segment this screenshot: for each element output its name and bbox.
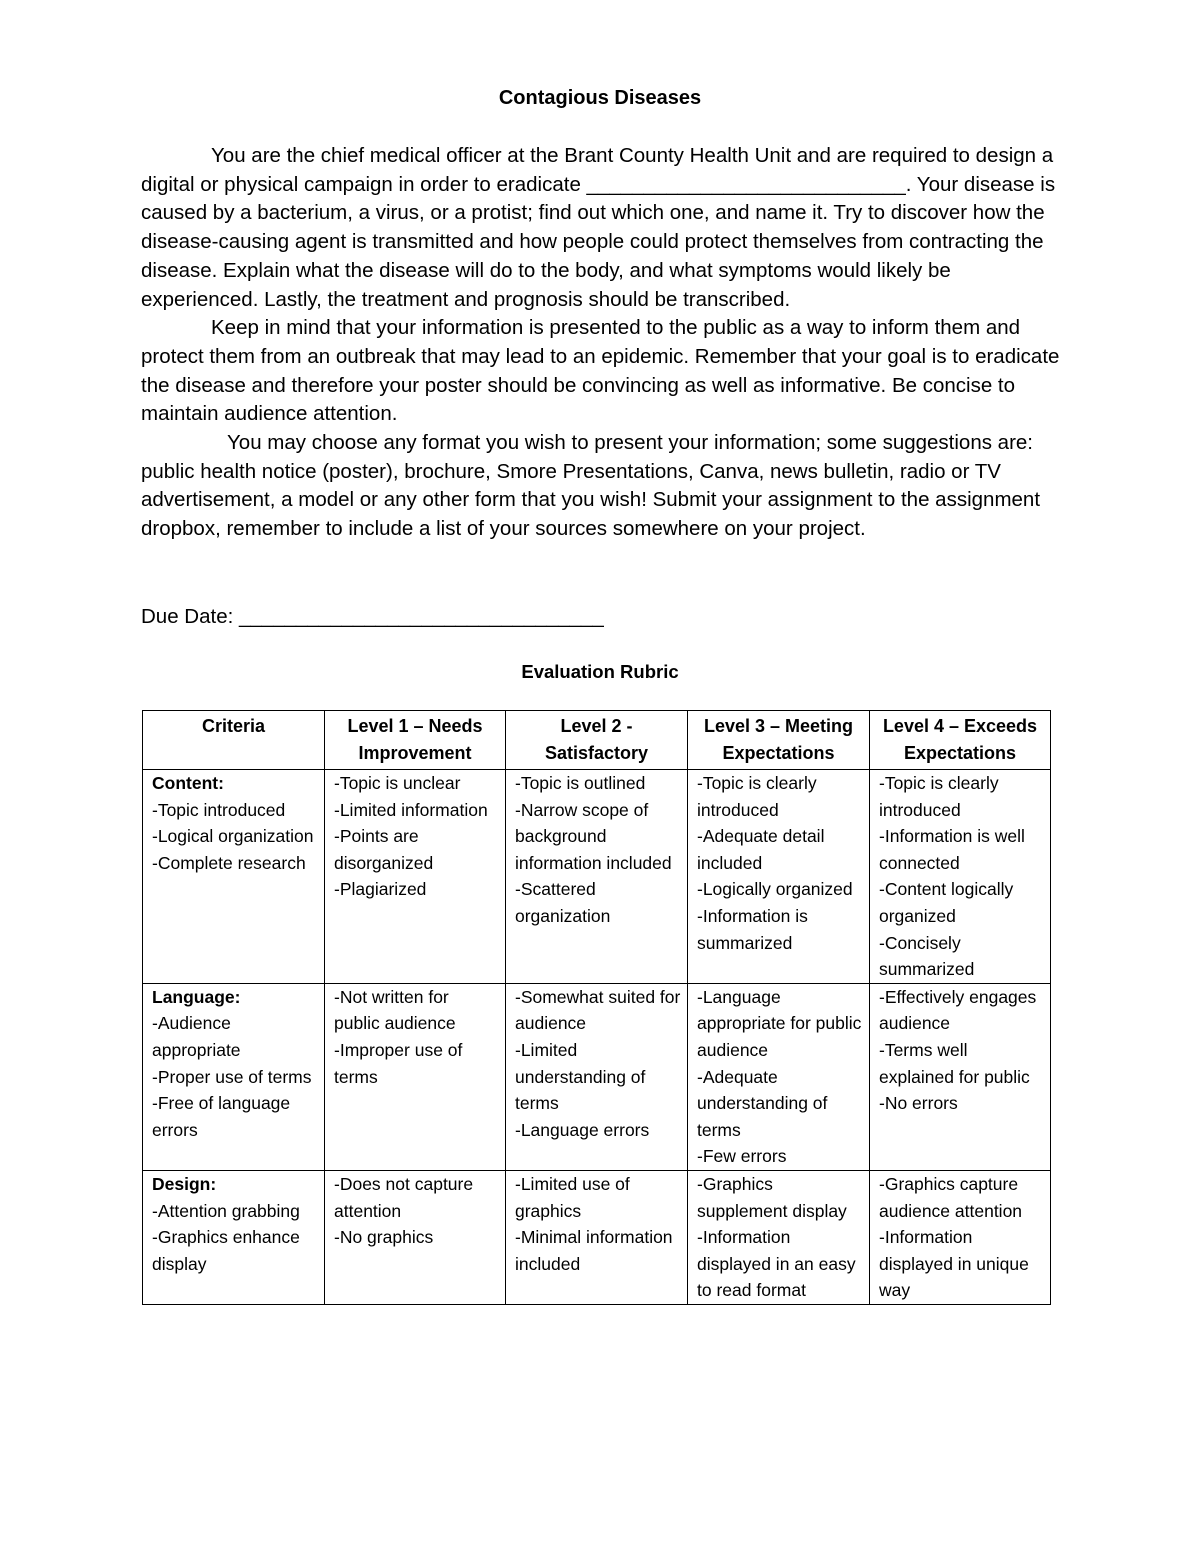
level-item: -Graphics supplement display	[697, 1173, 847, 1221]
level-item: -Content logically organized	[879, 879, 1014, 926]
level-item: -Terms well explained for public	[879, 1039, 1030, 1087]
level-2-cell	[506, 1170, 688, 1304]
rubric-header-criteria: Criteria	[143, 711, 325, 770]
page-title: Contagious Diseases	[498, 87, 702, 109]
criterion-item: -Logical organization	[152, 826, 314, 847]
level-1-cell	[325, 770, 506, 984]
level-2-cell	[506, 770, 688, 984]
level-3-cell	[688, 983, 870, 1170]
instructions-paragraph-3: You may choose any format you wish to present your information; some suggestions are: public health notice (poster), brochure, Smore Presentations, Canva, news bulletin, radio or TV advertisement, a model or any other form that you wish! Submit your assignment to the assignment dropbox, remember to include a list of your sources somewhere on your project.	[141, 431, 1041, 541]
level-item: -Adequate understanding of terms	[697, 1066, 828, 1140]
rubric-header-level-4: Level 4 – Exceeds Expectations	[870, 711, 1051, 770]
level-4-cell	[870, 770, 1051, 984]
level-item: -Points are disorganized	[334, 826, 434, 873]
rubric-row-language	[143, 983, 1051, 1170]
rubric-header-level-3: Level 3 – Meeting Expectations	[688, 711, 870, 770]
criterion-cell	[143, 1170, 325, 1304]
criterion-item: -Audience appropriate	[152, 1013, 241, 1060]
level-item: -Information is summarized	[697, 905, 808, 953]
level-item: -Limited use of graphics	[515, 1173, 630, 1221]
level-item: -Information displayed in an easy to read format	[697, 1227, 856, 1301]
level-item: -Scattered organization	[515, 879, 611, 926]
due-date: Due Date: ________________________________	[141, 605, 604, 628]
level-item: -Improper use of terms	[334, 1039, 463, 1087]
instructions	[141, 142, 1063, 544]
rubric-header-level-1: Level 1 – Needs Improvement	[325, 711, 506, 770]
level-item: -Plagiarized	[334, 879, 427, 900]
level-item: -Language appropriate for public audience	[697, 986, 862, 1060]
criterion-title: Content:	[152, 773, 224, 793]
level-item: -No errors	[879, 1093, 958, 1114]
criterion-item: -Attention grabbing	[152, 1200, 300, 1221]
rubric-row-design	[143, 1170, 1051, 1304]
rubric-header-row	[143, 711, 1051, 770]
criterion-cell	[143, 770, 325, 984]
level-item: -Narrow scope of background information included	[515, 799, 672, 873]
level-item: -No graphics	[334, 1227, 434, 1248]
level-item: -Somewhat suited for audience	[515, 986, 681, 1034]
level-item: -Information is well connected	[879, 826, 1025, 873]
criterion-cell	[143, 983, 325, 1170]
rubric-header-level-2: Level 2 - Satisfactory	[506, 711, 688, 770]
level-2-cell	[506, 983, 688, 1170]
evaluation-rubric-table	[142, 710, 1051, 1305]
level-1-cell	[325, 1170, 506, 1304]
level-item: -Not written for public audience	[334, 986, 456, 1034]
criterion-item: -Topic introduced	[152, 799, 286, 820]
level-item: -Minimal information included	[515, 1227, 673, 1274]
criterion-item: -Proper use of terms	[152, 1066, 312, 1087]
level-item: -Language errors	[515, 1119, 650, 1140]
level-item: -Effectively engages audience	[879, 986, 1037, 1034]
level-4-cell	[870, 1170, 1051, 1304]
criterion-item: -Free of language errors	[152, 1093, 291, 1140]
rubric-title: Evaluation Rubric	[521, 661, 679, 682]
level-3-cell	[688, 1170, 870, 1304]
instructions-paragraph-1: You are the chief medical officer at the Brant County Health Unit and are required to design a digital or physical campaign in order to eradicate ____________________________. Your disease is caused by a bacterium, a virus, or a protist; find out which one, and name it. Try to discover how the disease-causing agent is transmitted and how people could protect themselves from contracting the disease. Explain what the disease will do to the body, and what symptoms would likely be experienced. Lastly, the treatment and prognosis should be transcribed.	[141, 144, 1056, 311]
criterion-item: -Complete research	[152, 852, 306, 873]
level-item: -Limited understanding of terms	[515, 1039, 646, 1114]
level-item: -Limited information	[334, 799, 488, 820]
level-item: -Topic is clearly introduced	[879, 773, 999, 820]
level-item: -Information displayed in unique way	[879, 1227, 1029, 1301]
level-item: -Logically organized	[697, 879, 853, 900]
criterion-item: -Graphics enhance display	[152, 1227, 300, 1274]
level-item: -Topic is unclear	[334, 773, 461, 793]
level-item: -Concisely summarized	[879, 932, 975, 980]
level-3-cell	[688, 770, 870, 984]
level-item: -Topic is clearly introduced	[697, 773, 817, 820]
rubric-row-content	[143, 770, 1051, 984]
level-item: -Adequate detail included	[697, 826, 825, 873]
level-item: -Topic is outlined	[515, 773, 646, 793]
level-item: -Graphics capture audience attention	[879, 1173, 1023, 1221]
instructions-paragraph-2: Keep in mind that your information is presented to the public as a way to inform them and protect them from an outbreak that may lead to an epidemic. Remember that your goal is to eradicate the disease and therefore your poster should be convincing as well as informative. Be concise to maintain audience attention.	[141, 316, 1060, 426]
criterion-title: Design:	[152, 1173, 217, 1194]
level-1-cell	[325, 983, 506, 1170]
level-item: -Does not capture attention	[334, 1173, 474, 1221]
level-4-cell	[870, 983, 1051, 1170]
level-item: -Few errors	[697, 1146, 787, 1167]
criterion-title: Language:	[152, 986, 241, 1007]
